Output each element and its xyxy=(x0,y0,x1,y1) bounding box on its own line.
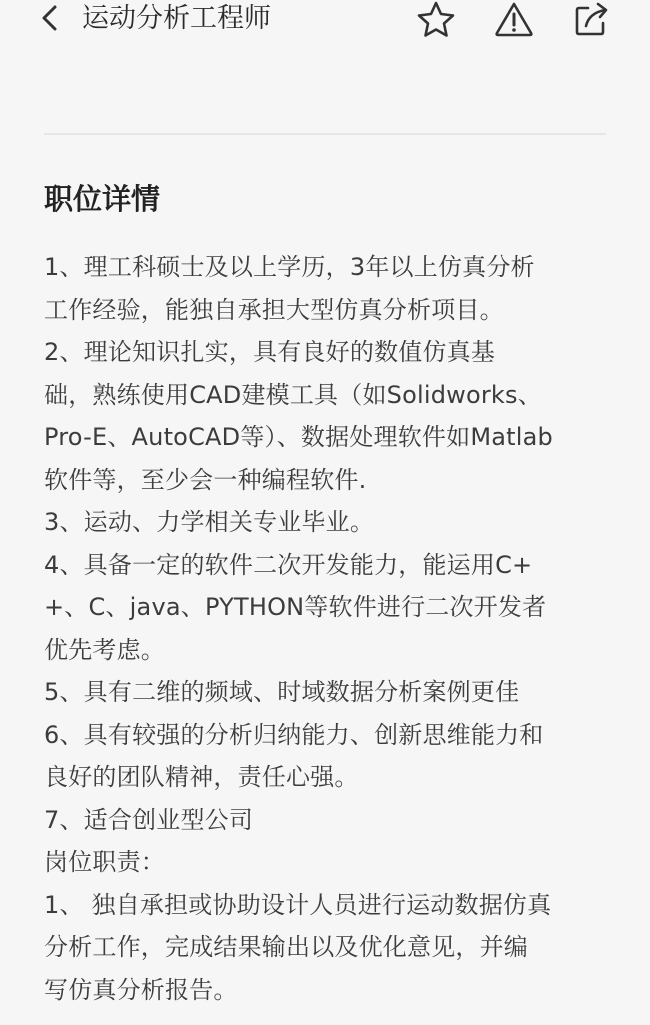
back-button[interactable] xyxy=(36,4,66,34)
favorite-button[interactable] xyxy=(416,0,456,40)
description-line: 6、具有较强的分析归纳能力、创新思维能力和 xyxy=(44,720,544,749)
description-line: 1、 独自承担或协助设计人员进行运动数据仿真 xyxy=(44,890,552,919)
divider xyxy=(44,133,606,135)
description-line: 1、理工科硕士及以上学历，3年以上仿真分析 xyxy=(44,253,535,281)
description-line: 良好的团队精神，责任心强。 xyxy=(44,763,359,791)
description-line: Pro-E、AutoCAD等）、数据处理软件如Matlab xyxy=(44,423,553,451)
description-line: 软件等，至少会一种编程软件. xyxy=(44,465,367,494)
description-line: 7、适合创业型公司 xyxy=(44,805,254,834)
page-title: 运动分析工程师 xyxy=(82,3,271,34)
warning-triangle-icon xyxy=(494,0,534,40)
share-arrow-icon xyxy=(572,0,612,40)
description-line: 4、具备一定的软件二次开发能力，能运用C+ xyxy=(44,550,533,579)
report-button[interactable] xyxy=(494,0,534,40)
top-bar xyxy=(0,0,650,62)
star-outline-icon xyxy=(416,0,456,40)
share-button[interactable] xyxy=(572,0,612,40)
section-title: 职位详情 xyxy=(44,182,161,216)
description-line: 2、理论知识扎实，具有良好的数值仿真基 xyxy=(44,338,496,366)
description-line: 岗位职责： xyxy=(44,848,165,876)
description-line: 3、运动、力学相关专业毕业。 xyxy=(44,508,375,536)
description-line: 础，熟练使用CAD建模工具（如Solidworks、 xyxy=(44,380,542,409)
description-line: 优先考虑。 xyxy=(44,635,165,664)
description-line: 写仿真分析报告。 xyxy=(44,975,238,1004)
description-line: 5、具有二维的频域、时域数据分析案例更佳 xyxy=(44,678,520,706)
description-line: 分析工作，完成结果输出以及优化意见，并编 xyxy=(44,933,528,961)
description-line: 工作经验，能独自承担大型仿真分析项目。 xyxy=(44,295,504,324)
job-description xyxy=(44,246,614,1011)
chevron-left-icon xyxy=(36,4,66,34)
description-line: +、C、java、PYTHON等软件进行二次开发者 xyxy=(44,593,547,621)
